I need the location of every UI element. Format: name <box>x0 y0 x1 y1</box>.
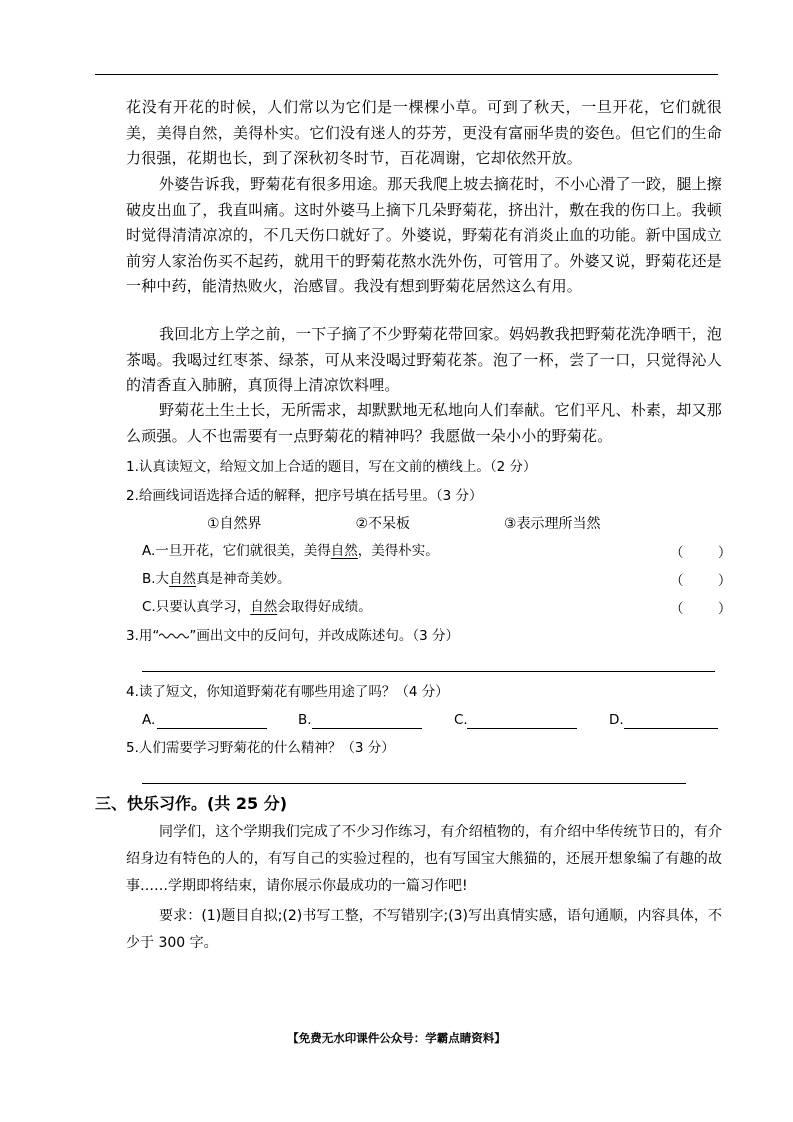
composition-prompt: 同学们，这个学期我们完成了不少习作练习，有介绍植物的，有介绍中华传统节日的，有介绍身边有特色的人的，有写自己的实验过程的，也有写国宝大熊猫的，还展开想象编了有趣的故事……学期即将结束，请你展示你最成功的一篇习作吧! <box>126 824 722 894</box>
question-4: 4.读了短文，你知道野菊花有哪些用途了吗？（4 分） <box>126 684 449 700</box>
footer-note: 【免费无水印课件公众号：学霸点睛资料】 <box>287 1031 506 1045</box>
passage-paragraph-3: 我回北方上学之前，一下子摘了不少野菊花带回家。妈妈教我把野菊花洗净晒干，泡茶喝。我喝过红枣茶、绿茶，可从来没喝过野菊花茶。泡了一杯，尝了一口，只觉得沁人的清香直入肺腑，真顶得上清凉饮料哩。 <box>126 325 722 394</box>
question-3: 3.用“ ”画出文中的反问句，并改成陈述句。（3 分） <box>126 628 459 644</box>
answer-paren-c[interactable]: （ ） <box>670 601 732 617</box>
blank-label-a: A. <box>142 712 156 728</box>
composition-requirements: 要求：(1)题目自拟;(2)书写工整，不写错别字;(3)写出真情实感，语句通顺，内容具体，不少于 300 字。 <box>126 908 722 951</box>
answer-paren-b[interactable]: （ ） <box>670 573 732 589</box>
choice-3: ③表示理所当然 <box>503 516 601 532</box>
blank-label-b: B. <box>298 712 312 728</box>
underlined-word: 自然 <box>330 543 358 559</box>
question-2-choices <box>207 514 600 534</box>
question-2-option-a: A.一旦开花，它们就很美，美得自然，美得朴实。 <box>142 543 439 559</box>
wavy-line-icon <box>159 632 189 640</box>
answer-blank-c[interactable] <box>467 728 577 729</box>
blank-label-c: C. <box>454 712 468 728</box>
section-3-title: 三、快乐习作。(共 25 分) <box>95 794 288 813</box>
question-5: 5.人们需要学习野菊花的什么精神？（3 分） <box>126 740 395 756</box>
answer-line-q3[interactable] <box>142 671 715 672</box>
passage-paragraph-1: 花没有开花的时候，人们常以为它们是一棵棵小草。可到了秋天，一旦开花，它们就很美，美得自然，美得朴实。它们没有迷人的芬芳，更没有富丽华贵的姿色。但它们的生命力很强，花期也长，到了深秋初冬时节，百花凋谢，它却依然开放。 <box>126 98 722 167</box>
header-rule <box>95 74 718 75</box>
question-1: 1.认真读短文，给短文加上合适的题目，写在文前的横线上。（2 分） <box>126 459 537 475</box>
question-2-option-c: C.只要认真学习，自然会取得好成绩。 <box>142 599 372 615</box>
choice-2: ②不呆板 <box>355 516 411 532</box>
answer-paren-a[interactable]: （ ） <box>670 545 732 561</box>
underlined-word: 自然 <box>169 571 197 587</box>
passage-paragraph-2: 外婆告诉我，野菊花有很多用途。那天我爬上坡去摘花时，不小心滑了一跤，腿上擦破皮出血了，我直叫痛。这时外婆马上摘下几朵野菊花，挤出汁，敷在我的伤口上。我顿时觉得清清凉凉的，不几天伤口就好了。外婆说，野菊花有消炎止血的功能。新中国成立前穷人家治伤买不起药，就用干的野菊花熬水洗外伤，可管用了。外婆又说，野菊花还是一种中药，能清热败火，治感冒。我没有想到野菊花居然这么有用。 <box>126 175 722 295</box>
underlined-word: 自然 <box>250 599 278 615</box>
answer-line-q5[interactable] <box>142 783 686 784</box>
passage-paragraph-4: 野菊花土生土长，无所需求，却默默地无私地向人们奉献。它们平凡、朴素，却又那么顽强。人不也需要有一点野菊花的精神吗？我愿做一朵小小的野菊花。 <box>126 401 722 445</box>
question-2: 2.给画线词语选择合适的解释，把序号填在括号里。（3 分） <box>126 488 483 504</box>
blank-label-d: D. <box>609 712 624 728</box>
answer-blank-d[interactable] <box>624 728 718 729</box>
question-2-option-b: B.大自然真是神奇美妙。 <box>142 571 291 587</box>
answer-blank-a[interactable] <box>157 728 267 729</box>
choice-1: ①自然界 <box>207 516 262 532</box>
answer-blank-b[interactable] <box>312 728 422 729</box>
